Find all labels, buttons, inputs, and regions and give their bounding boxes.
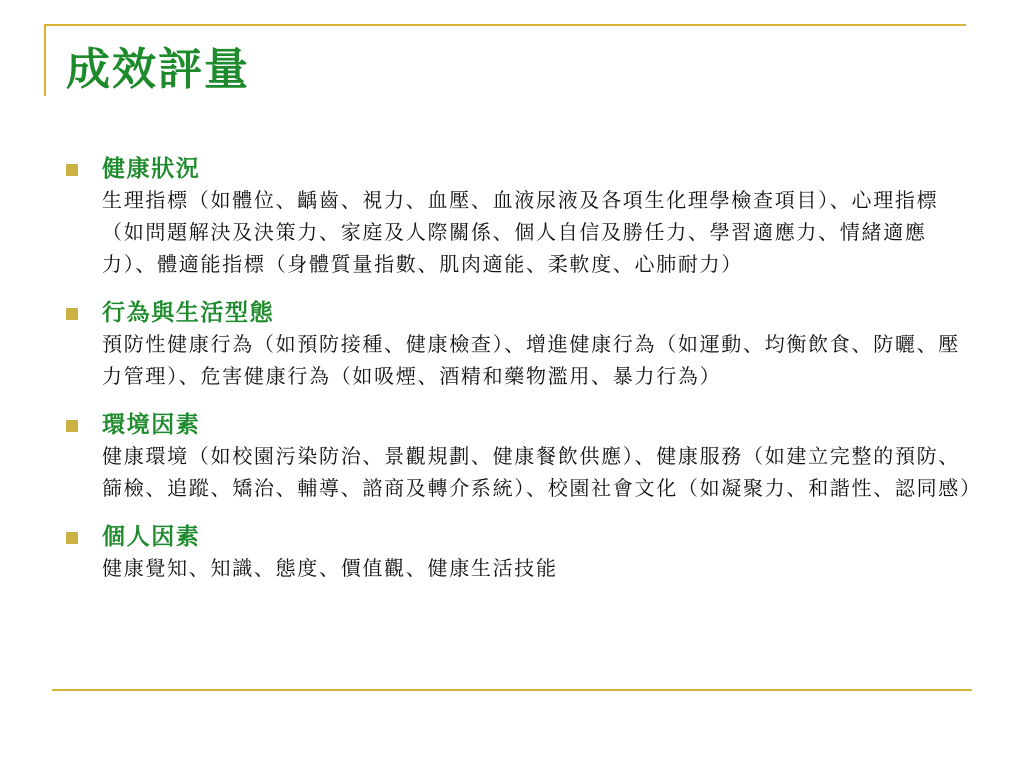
item-description: 健康覺知、知識、態度、價值觀、健康生活技能 xyxy=(102,556,558,580)
item-description: 生理指標（如體位、齲齒、視力、血壓、血液尿液及各項生化理學檢查項目）、心理指標（如問題解決及決策力、家庭及人際關係、個人自信及勝任力、學習適應力、情緒適應力）、體適能指標（身體質量指數、肌肉適能、柔軟度、心肺耐力） xyxy=(102,188,939,276)
list-item-health-status xyxy=(64,154,984,280)
item-heading: 個人因素 xyxy=(102,523,201,550)
square-bullet-icon xyxy=(66,532,78,544)
square-bullet-icon xyxy=(66,164,78,176)
item-heading: 環境因素 xyxy=(102,411,201,438)
square-bullet-icon xyxy=(66,420,78,432)
slide-title: 成效評量 xyxy=(66,44,250,95)
top-rule xyxy=(44,24,966,26)
left-rule xyxy=(44,24,46,96)
list-item-personal-factors xyxy=(64,522,984,584)
list-item-environment-factors xyxy=(64,410,984,504)
list-item-behavior-lifestyle xyxy=(64,298,984,392)
item-description: 健康環境（如校園污染防治、景觀規劃、健康餐飲供應）、健康服務（如建立完整的預防、篩檢、追蹤、矯治、輔導、諮商及轉介系統）、校園社會文化（如凝聚力、和諧性、認同感） xyxy=(102,444,982,500)
square-bullet-icon xyxy=(66,308,78,320)
bottom-rule xyxy=(52,689,972,691)
item-description: 預防性健康行為（如預防接種、健康檢查）、增進健康行為（如運動、均衡飲食、防曬、壓力管理）、危害健康行為（如吸煙、酒精和藥物濫用、暴力行為） xyxy=(102,332,960,388)
item-heading: 行為與生活型態 xyxy=(102,299,275,326)
bullet-list xyxy=(64,154,984,602)
item-heading: 健康狀況 xyxy=(102,155,201,182)
